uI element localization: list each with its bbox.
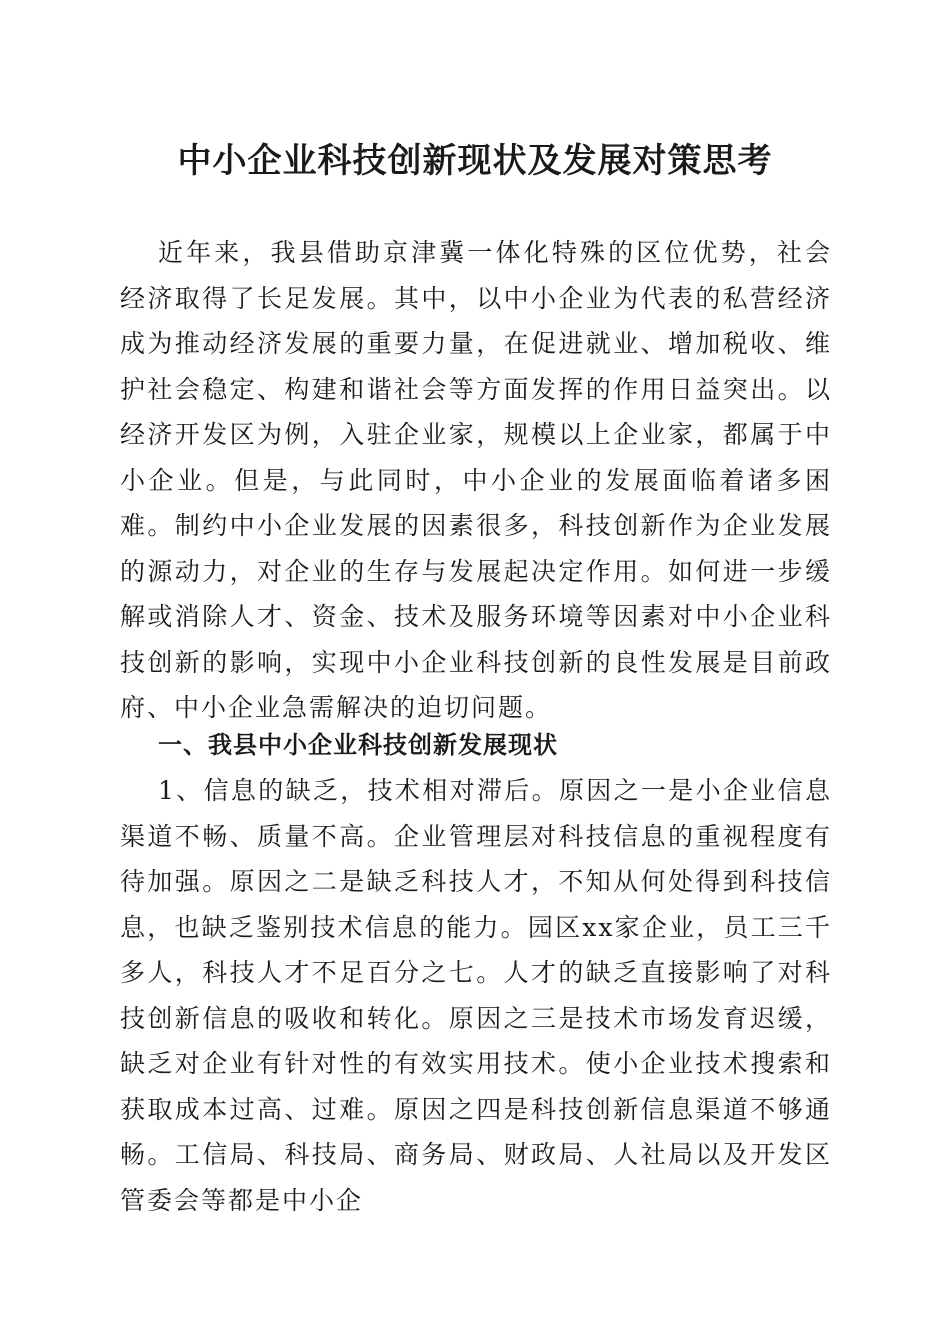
document-title: 中小企业科技创新现状及发展对策思考: [177, 141, 773, 181]
intro-paragraph: 近年来，我县借助京津冀一体化特殊的区位优势，社会经济取得了长足发展。其中，以中小企业为代表的私营经济成为推动经济发展的重要力量，在促进就业、增加税收、维护社会稳定、构建和谐社会等方面发挥的作用日益突出。以经济开发区为例，入驻企业家，规模以上企业家，都属于中小企业。但是，与此同时，中小企业的发展面临着诸多困难。制约中小企业发展的因素很多，科技创新作为企业发展的源动力，对企业的生存与发展起决定作用。如何进一步缓解或消除人才、资金、技术及服务环境等因素对中小企业科技创新的影响，实现中小企业科技创新的良性发展是目前政府、中小企业急需解决的迫切问题。: [120, 238, 832, 722]
section-paragraph: 1、信息的缺乏，技术相对滞后。原因之一是小企业信息渠道不畅、质量不高。企业管理层对科技信息的重视程度有待加强。原因之二是缺乏科技人才，不知从何处得到科技信息，也缺乏鉴别技术信息的能力。园区xx家企业，员工三千多人，科技人才不足百分之七。人才的缺乏直接影响了对科技创新信息的吸收和转化。原因之三是技术市场发育迟缓，缺乏对企业有针对性的有效实用技术。使小企业技术搜索和获取成本过高、过难。原因之四是科技创新信息渠道不够通畅。工信局、科技局、商务局、财政局、人社局以及开发区管委会等都是中小企: [120, 776, 832, 1215]
section-heading: 一、我县中小企业科技创新发展现状: [158, 731, 558, 759]
